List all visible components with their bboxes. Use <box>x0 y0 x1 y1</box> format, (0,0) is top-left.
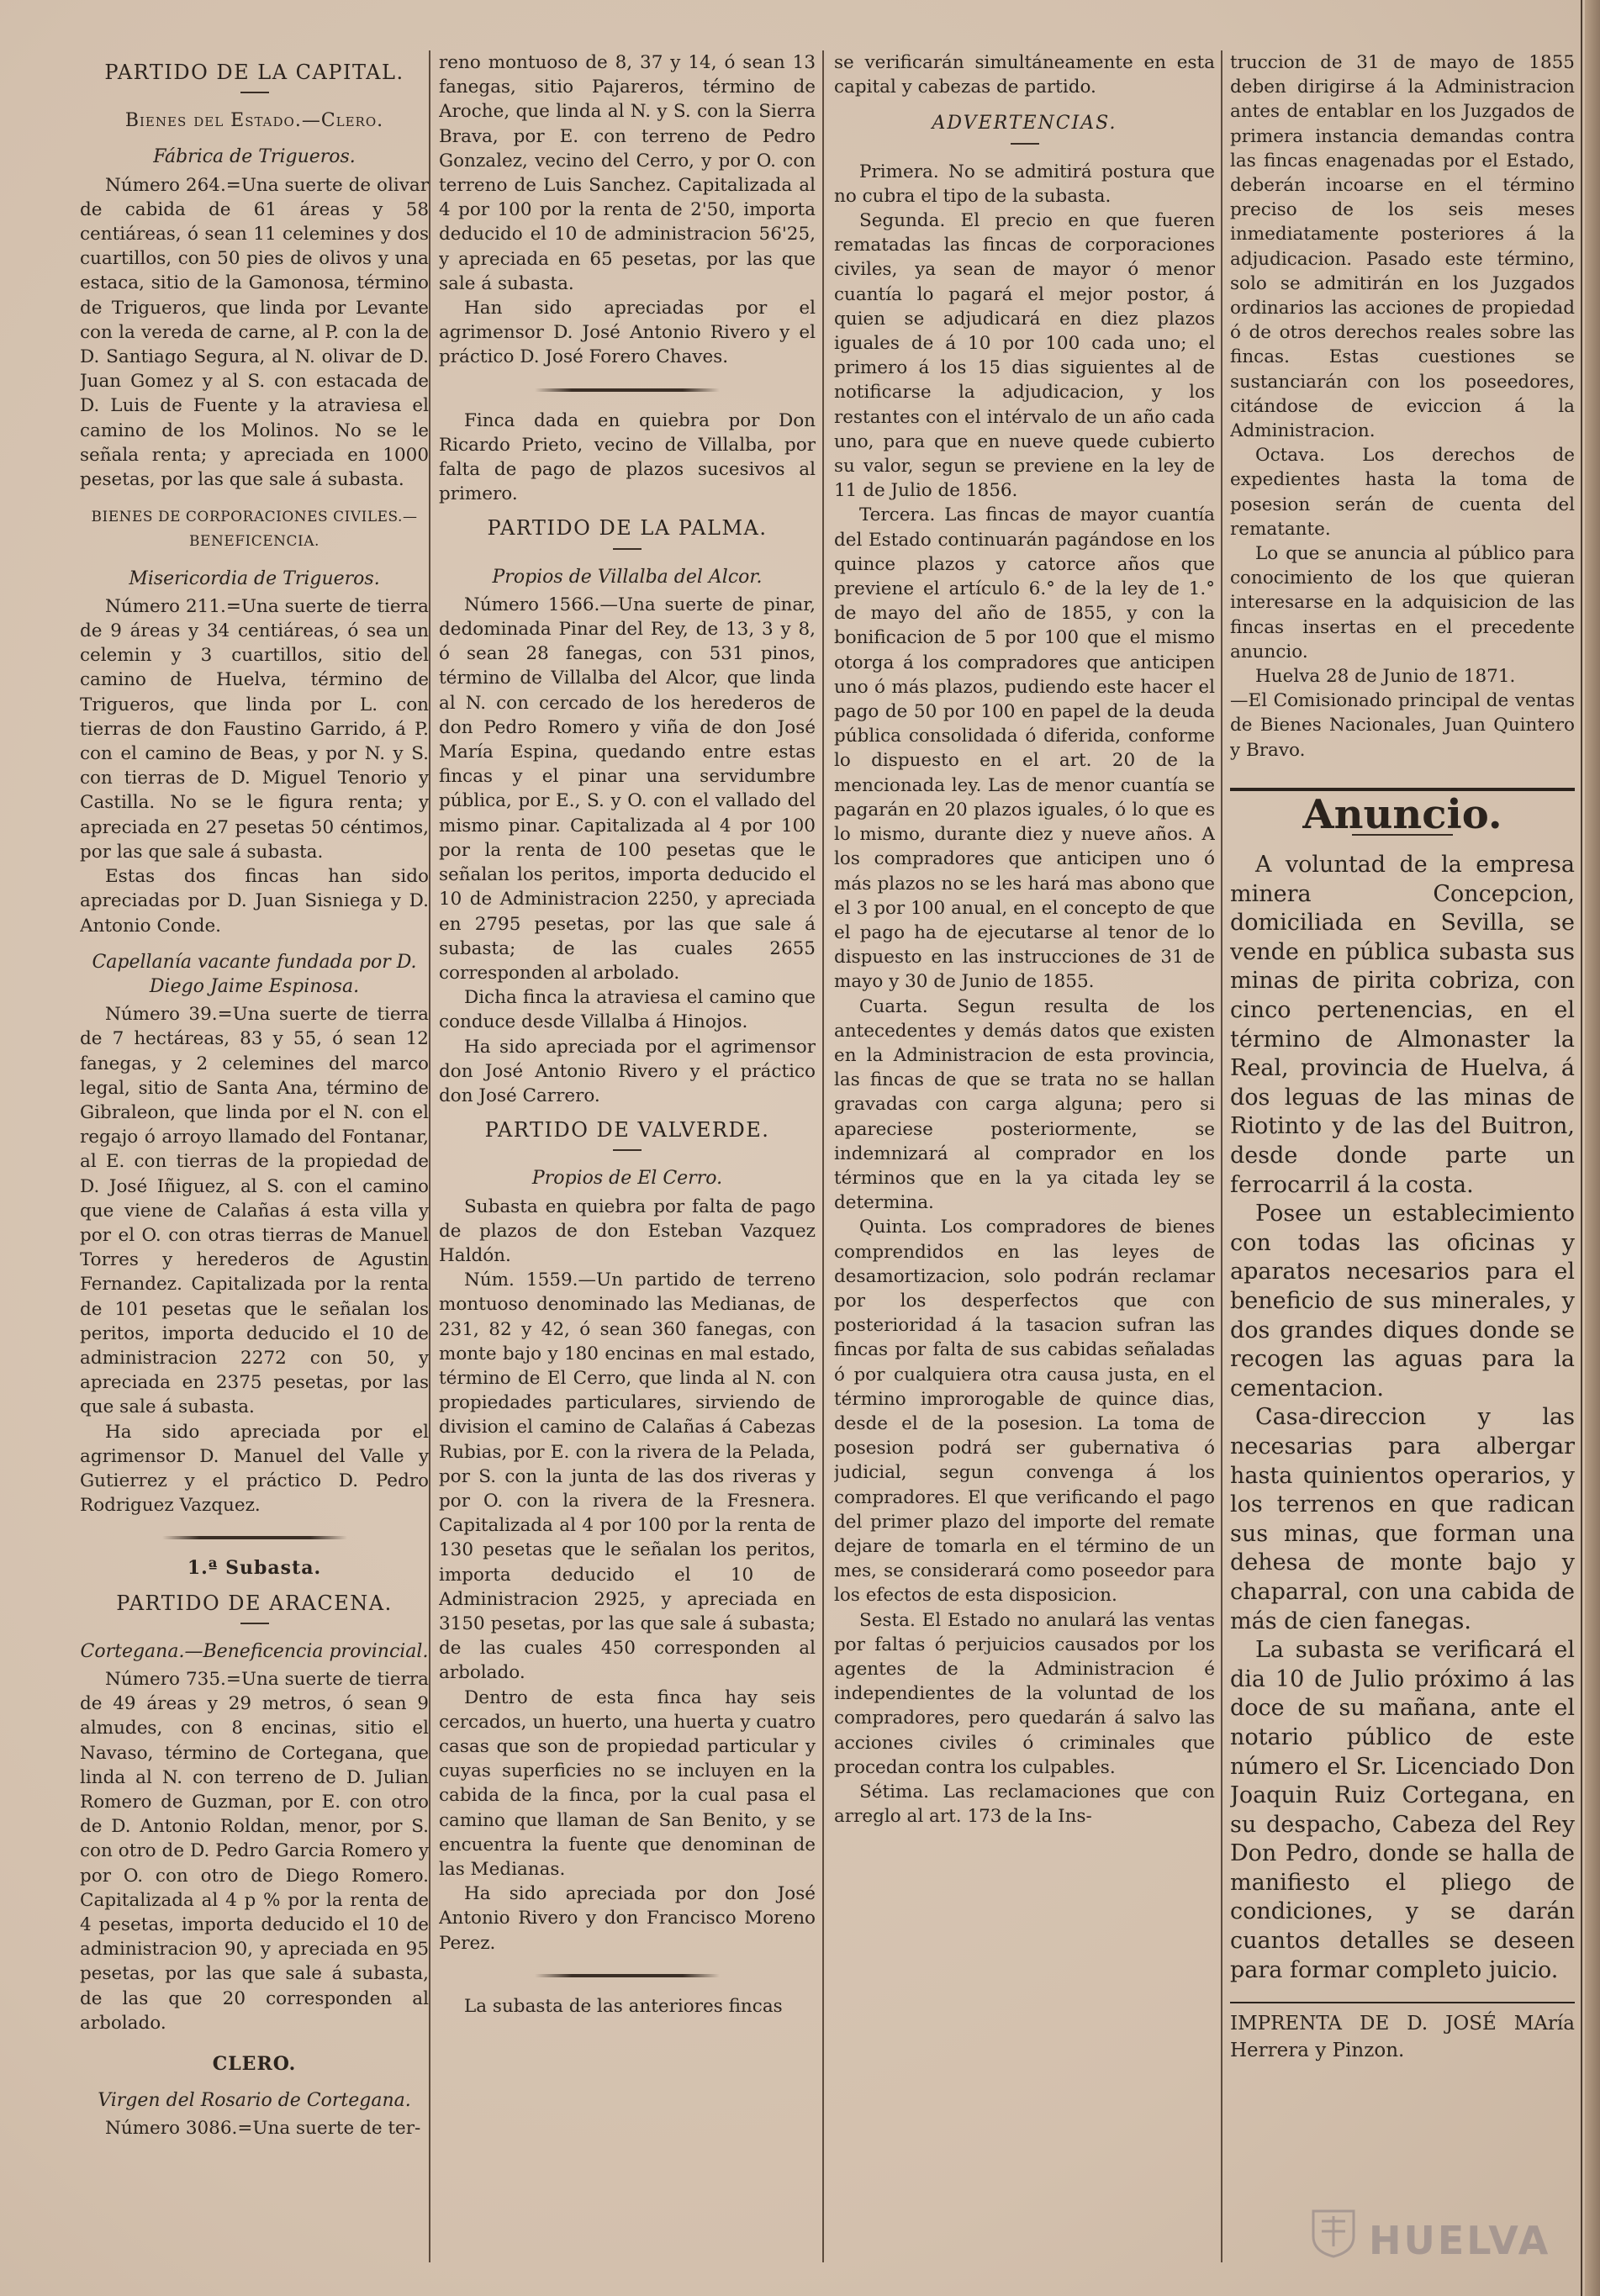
section-heading: PARTIDO DE LA PALMA. <box>487 516 768 541</box>
watermark-stamp: HUELVA <box>1310 2203 1587 2262</box>
listing-211: Número 211.=Una suerte de tierra de 9 áreas y 34 centiáreas, ó sea un celemin y 3 cuartillos, sitio del camino de Huelva, término de Trigueros, que linda por L. con tierras de don Faustino Garrido, á P. con el camino de Beas, y por N. y S. con tierras de D. Miguel Tenorio y Castilla. No se le figura renta; y apreciada en 27 pesetas 50 céntimos, por las que sale á subasta. <box>80 595 429 863</box>
entity-heading: Propios de El Cerro. <box>531 1168 723 1190</box>
advertencia-octava: Octava. Los derechos de expedientes hasta la toma de posesion serán de cuenta del rematante. <box>1230 445 1575 540</box>
section-heading: PARTIDO DE VALVERDE. <box>484 1118 770 1143</box>
anuncio-paragraph: Posee un establecimiento con todas las oficinas y aparatos necesarios para el beneficio de sus minerales, y dos grandes diques donde se recogen las aguas para la cementacion. <box>1230 1201 1575 1401</box>
appraisal-note: Han sido apreciadas por el agrimensor D. José Antonio Rivero y el práctico D. José Forero Chaves. <box>439 298 816 368</box>
divider <box>1011 143 1039 145</box>
advertencia-sesta: Sesta. El Estado no anulará las ventas por faltas ó perjuicios causados por los agentes de la Administracion é independientes de la voluntad de los compradores, pero quedarán á salvo las acciones civiles ó criminales que procedan contra los culpables. <box>834 1609 1215 1778</box>
appraisal-note: Estas dos fincas han sido apreciadas por D. Juan Sisniega y D. Antonio Conde. <box>80 866 429 937</box>
printer-imprint: IMPRENTA DE D. JOSÉ MAría Herrera y Pinzon. <box>1230 2002 1575 2064</box>
subsection-heading: Bienes del Estado.—Clero. <box>124 110 384 132</box>
entity-heading: Fábrica de Trigueros. <box>153 146 356 168</box>
appraisal-note: Ha sido apreciada por el agrimensor don José Antonio Rivero y el práctico don José Carrero. <box>439 1036 816 1106</box>
auction-heading: 1.ª Subasta. <box>187 1557 322 1580</box>
advertencia-primera: Primera. No se admitirá postura que no cubra el tipo de la subasta. <box>834 161 1215 207</box>
entity-heading: Misericordia de Trigueros. <box>129 567 380 589</box>
advertencia-setima: Sétima. Las reclamaciones que con arreglo al art. 173 de la Ins- <box>834 1781 1215 1828</box>
anuncio-paragraph: A voluntad de la empresa minera Concepcion, domiciliada en Sevilla, se vende en pública subasta sus minas de pirita cobriza, con cinco pertenencias, en el término de Almonaster la Real, provincia de Huelva, á dos leguas de las minas de Riotinto y de las del Buitron, desde donde parte un ferrocarril á la costa. <box>1230 852 1575 1198</box>
divider <box>613 1149 642 1151</box>
notice-paragraph: Subasta en quiebra por falta de pago de plazos de don Esteban Vazquez Haldón. <box>439 1196 816 1266</box>
outer-border-rule <box>1581 0 1582 2296</box>
ornament-rule <box>535 1974 720 1977</box>
column-3 <box>834 50 1215 2262</box>
listing-39: Número 39.=Una suerte de tierra de 7 hectáreas, 83 y 55, ó sean 12 fanegas, y 2 celemines del marco legal, sitio de Santa Ana, término de Gibraleon, que linda por el N. con el regajo ó arroyo llamado del Fontanar, al E. con tierras de la propiedad de D. José Iñiguez, al S. con el camino que viene de Calañas á esta villa y por el O. con otras tierras de Manuel Torres y herederos de Agustin Fernandez. Capitalizada por la renta de 101 pesetas que le señalan los peritos, importa deducido el 10 de administracion 2272 con 50, y apreciada en 2375 pesetas, por las que sale á subasta. <box>80 1004 429 1418</box>
listing-1559: Núm. 1559.—Un partido de terreno montuoso denominado las Medianas, de 231, 82 y 42, ó sean 360 fanegas, con monte bajo y 180 encinas en mal estado, término de El Cerro, que linda al N. con propiedades particulares, sirviendo de division el camino de Calañas á Cabezas Rubias, por E. con la rivera de la Pelada, por S. con la junta de las dos riveras y por O. con la rivera de la Fresnera. Capitalizada al 4 por 100 por la renta de 130 pesetas que le señalan los peritos, importa deducido el 10 de Administracion 2925, y apreciada en 3150 pesetas, por las que sale á subasta; de las cuales 450 corresponden al arbolado. <box>439 1269 816 1684</box>
advertencia-cuarta: Cuarta. Segun resulta de los antecedentes y demás datos que existen en la Administracion de esta provincia, las fincas de que se trata no se hallan gravadas con carga alguna; pero si apareciese posteriormente, se indemnizará al comprador en los términos que en la ya citada ley se determina. <box>834 995 1215 1214</box>
notice-paragraph: Finca dada en quiebra por Don Ricardo Prieto, vecino de Villalba, por falta de pago de plazos sucesivos al primero. <box>439 409 816 505</box>
signature-line: —El Comisionado principal de ventas de Bienes Nacionales, Juan Quintero y Bravo. <box>1230 690 1575 761</box>
appraisal-note: Ha sido apreciada por el agrimensor D. Manuel del Valle y Gutierrez y el práctico D. Pedro Rodriguez Vazquez. <box>80 1421 429 1517</box>
listing-735: Número 735.=Una suerte de tierra de 49 áreas y 29 metros, ó sean 9 almudes, con 8 encinas, sitio el Navaso, término de Cortegana, que linda al N. con terreno de D. Julian Romero de Guzman, por E. con otro de D. Antonio Roldan, menor, por S. con otro de D. Pedro Garcia Romero y por O. con otro de Diego Romero. Capitalizada al 4 p % por la renta de 4 pesetas, importa deducido el 10 de administracion 90, y apreciada en 95 pesetas, por las que sale á subasta, de las que 20 corresponden al arbolado. <box>80 1668 429 2034</box>
anuncio-title: Anuncio. <box>1302 790 1502 838</box>
column-rule-3 <box>1221 50 1222 2262</box>
section-heading: ADVERTENCIAS. <box>932 113 1117 135</box>
divider <box>240 92 269 93</box>
text-continuation: truccion de 31 de mayo de 1855 deben dirigirse á la Administracion antes de entablar en los Juzgados de primera instancia demandas contra las fincas enagenadas por el Estado, deberán incoarse en el término preciso de los seis meses inmediatamente posteriores á la adjudicacion. Pasado este término, solo se admitirán en los Juzgados ordinarios las acciones de propiedad ó de otros derechos reales sobre las fincas. Estas cuestiones se sustanciarán con los poseedores, citándose de eviccion á la Administracion. <box>1230 52 1575 442</box>
divider <box>240 1623 269 1624</box>
section-heading: PARTIDO DE LA CAPITAL. <box>104 61 404 84</box>
ornament-rule <box>535 388 720 392</box>
ornament-rule <box>162 1536 347 1539</box>
column-rule-2 <box>822 50 824 2262</box>
closing-paragraph: Lo que se anuncia al público para conocimiento de los que quieran interesarse en la adquisicion de las fincas insertas en el precedente anuncio. <box>1230 543 1575 662</box>
anuncio-body <box>1230 851 1575 1985</box>
page-edge <box>1585 0 1600 2296</box>
entity-heading: Propios de Villalba del Alcor. <box>492 566 763 588</box>
advertencia-quinta: Quinta. Los compradores de bienes comprendidos en las leyes de desamortizacion, solo podrán reclamar por los desperfectos que con posterioridad á la tasacion sufran las fincas por falta de sus cabidas señaladas ó por cualquiera otra causa justa, en el término improrogable de quince dias, desde el de la posesion. La toma de posesion podrá ser gubernativa ó judicial, segun convenga á los compradores. El que verificando el pago del primer plazo del importe del remate dejare de tomarla en el término de un mes, se considerará como poseedor para los efectos de esta disposicion. <box>834 1217 1215 1607</box>
listing-3086: Número 3086.=Una suerte de ter- <box>105 2118 421 2140</box>
subsection-heading: CLERO. <box>212 2053 297 2076</box>
listing-264: Número 264.=Una suerte de olivar de cabida de 61 áreas y 58 centiáreas, ó sean 11 celemines y dos cuartillos, con 50 pies de olivos y una estaca, sitio de la Gamonosa, término de Trigueros, que linda por Levante con la vereda de carne, al P. con la de D. Santiago Segura, al N. olivar de D. Juan Gomez y al S. con estacada de D. Luis de Fuente y la atraviesa el camino de los Molinos. No se le señala renta; y apreciada en 1000 pesetas, por las que sale á subasta. <box>80 174 429 491</box>
entity-heading: Cortegana.—Beneficencia provincial. <box>80 1640 429 1662</box>
dateline: Huelva 28 de Junio de 1871. <box>1255 666 1516 688</box>
notice-paragraph: Dentro de esta finca hay seis cercados, un huerto, una huerta y cuatro casas que son de propiedad particular y cuyas superficies no se incluyen en la cabida de la finca, por la cual pasa el camino que llaman de San Benito, y se encuentra la fuente que denominan de las Medianas. <box>439 1686 816 1881</box>
column-1 <box>80 50 429 2262</box>
column-2 <box>439 50 816 2262</box>
listing-1566: Número 1566.—Una suerte de pinar, dedominada Pinar del Rey, de 13, 3 y 8, ó sean 28 fanegas, con 531 pinos, término de Villalba del Alcor, que linda al N. con cercado de los herederos de don Pedro Romero y viña de don José María Espina, quedando entre estas fincas y el pinar una servidumbre pública, por E., S. y O. con el vallado del mismo pinar. Capitalizada al 4 por 100 por la renta de 100 pesetas que le señalan los peritos, importa deducido el 10 de Administracion 2250, y apreciada en 2795 pesetas, por las que sale á subasta; de las cuales 2655 corresponden al arbolado. <box>439 594 816 984</box>
notice-paragraph: La subasta de las anteriores fincas <box>464 1995 783 2017</box>
divider <box>613 548 642 550</box>
subsection-heading: BIENES DE CORPORACIONES CIVILES.—BENEFICENCIA. <box>91 509 418 551</box>
anuncio-paragraph: La subasta se verificará el dia 10 de Julio próximo á las doce de su mañana, ante el notario público de este número el Sr. Licenciado Don Joaquin Ruiz Cortegana, en su despacho, Cabeza del Rey Don Pedro, donde se halla de manifiesto el pliego de condiciones, y se darán cuantos detalles se deseen para formar completo juicio. <box>1230 1637 1575 1983</box>
section-heading: PARTIDO DE ARACENA. <box>116 1591 393 1615</box>
advertencia-segunda: Segunda. El precio en que fueren rematadas las fincas de corporaciones civiles, ya sean de mayor ó menor cuantía lo pagará el mejor postor, á quien se adjudicará en diez plazos iguales de á 10 por 100 cada uno; el primero á los 15 dias siguientes al de notificarse la adjudicacion, y los restantes con el intérvalo de un año cada uno, para que en nueve quede cubierto su valor, segun se previene en la ley de 11 de Julio de 1856. <box>834 210 1215 502</box>
appraisal-note: Ha sido apreciada por don José Antonio Rivero y don Francisco Moreno Perez. <box>439 1883 816 1954</box>
entity-heading: Capellanía vacante fundada por D. Diego Jaime Espinosa. <box>92 951 417 997</box>
advertencia-tercera: Tercera. Las fincas de mayor cuantía del Estado continuarán pagándose en los quince plazos y catorce años que previene el artículo 6.° de la ley de 1.° de mayo del año de 1855, y con la bonificacion de 5 por 100 que el mismo otorga á los compradores que anticipen uno ó más plazos, pudiendo este hacer el pago de 50 por 100 en papel de la deuda pública consolidada ó diferida, conforme lo dispuesto en el art. 20 de la mencionada ley. Las de menor cuantía se pagarán en 20 plazos iguales, ó lo que es lo mismo, durante diez y nueve años. A los compradores que anticipen uno ó más plazos no se les hará mas abono que el 3 por 100 anual, en el concepto de que el pago ha de ejecutarse al tenor de lo dispuesto en las instrucciones de 31 de mayo y 30 de Junio de 1855. <box>834 504 1215 993</box>
anuncio-paragraph: Casa-direccion y las necesarias para albergar hasta quinientos operarios, y los terrenos en que radican sus minas, que forman una dehesa de monte bajo y chaparral, con una cabida de más de cien fanegas. <box>1230 1404 1575 1634</box>
shield-icon <box>1310 2208 1357 2258</box>
column-rule-1 <box>429 50 430 2262</box>
listing-continuation: reno montuoso de 8, 37 y 14, ó sean 13 fanegas, sitio Pajareros, término de Aroche, que linda al N. y S. con la Sierra Brava, por E. con terreno de Pedro Gonzalez, vecino del Cerro, y por O. con terreno de Luis Sanchez. Capitalizada al 4 por 100 por la renta de 2'50, importa deducido el 10 de administracion 56'25, y apreciada en 65 pesetas, por las que sale á subasta. <box>439 52 816 294</box>
entity-heading: Virgen del Rosario de Cortegana. <box>98 2090 411 2112</box>
notice-paragraph: Dicha finca la atraviesa el camino que conduce desde Villalba á Hinojos. <box>439 987 816 1033</box>
text-continuation: se verificarán simultáneamente en esta capital y cabezas de partido. <box>834 52 1215 98</box>
column-4 <box>1230 50 1575 2262</box>
